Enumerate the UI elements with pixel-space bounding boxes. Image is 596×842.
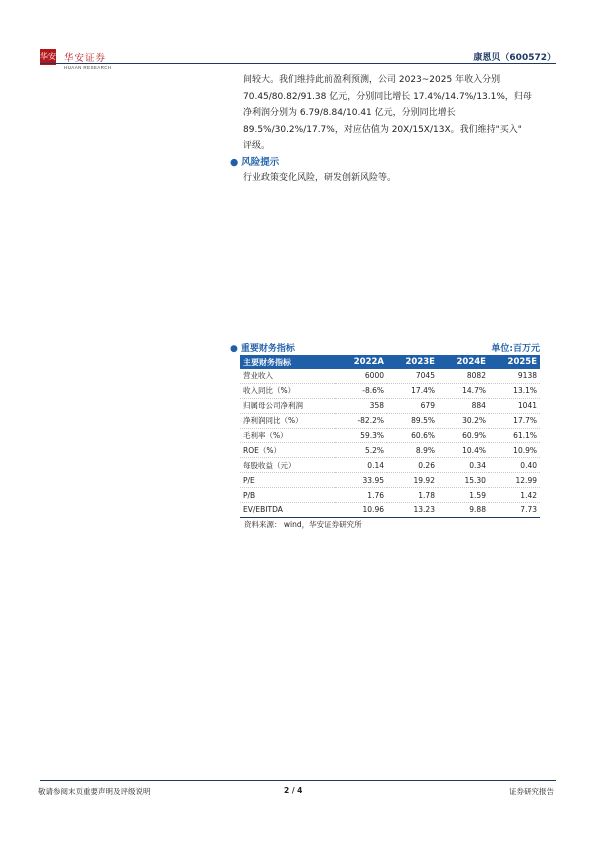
table-cell: 10.9%: [489, 443, 540, 458]
table-cell: 1.78: [387, 488, 438, 503]
header-cell: 2022A: [335, 355, 387, 369]
table-cell: 6000: [335, 369, 387, 383]
table-cell: P/E: [240, 473, 335, 488]
table-row: [240, 503, 540, 518]
table-header-row: [240, 355, 540, 369]
table-cell: 每股收益（元）: [240, 458, 335, 473]
paragraph-line: 净利润分别为 6.79/8.84/10.41 亿元，分别同比增长: [243, 108, 456, 118]
table-row: [240, 488, 540, 503]
table-cell: 60.6%: [387, 428, 438, 443]
table-cell: 8.9%: [387, 443, 438, 458]
logo-english-name: HUAAN RESEARCH: [64, 65, 112, 70]
header-cell: 2024E: [438, 355, 489, 369]
paragraph-line: 89.5%/30.2%/17.7%，对应估值为 20X/15X/13X。我们维持"买入": [243, 124, 522, 135]
bullet-icon: ●: [230, 344, 238, 354]
table-cell: P/B: [240, 488, 335, 503]
table-cell: 0.26: [387, 458, 438, 473]
data-source-note: 资料来源： wind，华安证券研究所: [244, 520, 362, 529]
table-cell: 13.1%: [489, 383, 540, 398]
table-row: [240, 413, 540, 428]
table-cell: 59.3%: [335, 428, 387, 443]
table-cell: 679: [387, 398, 438, 413]
table-cell: 19.92: [387, 473, 438, 488]
table-cell: 9.88: [438, 503, 489, 518]
table-cell: 33.95: [335, 473, 387, 488]
table-row: [240, 473, 540, 488]
table-cell: EV/EBITDA: [240, 503, 335, 518]
header-cell: 2025E: [489, 355, 540, 369]
header-cell: 主要财务指标: [240, 355, 335, 369]
table-cell: 净利润同比（%）: [240, 413, 335, 428]
table-cell: 14.7%: [438, 383, 489, 398]
table-cell: 13.23: [387, 503, 438, 518]
table-cell: 营业收入: [240, 369, 335, 383]
table-cell: ROE（%）: [240, 443, 335, 458]
risk-section-title: [230, 154, 279, 168]
table-row: [240, 458, 540, 473]
valuation-paragraph: [243, 72, 563, 155]
table-cell: 30.2%: [438, 413, 489, 428]
table-cell: 1.59: [438, 488, 489, 503]
logo-chinese-name: 华安证券: [64, 53, 107, 64]
paragraph-line: 70.45/80.82/91.38 亿元，分别同比增长 17.4%/14.7%/13.1%，归母: [243, 91, 532, 102]
logo-mark: 华安: [40, 49, 56, 65]
table-cell: 收入同比（%）: [240, 383, 335, 398]
table-cell: 8082: [438, 369, 489, 383]
table-cell: 1.42: [489, 488, 540, 503]
footer-divider: [40, 780, 556, 781]
table-cell: 1.76: [335, 488, 387, 503]
header-divider: [40, 63, 556, 64]
table-row: [240, 428, 540, 443]
paragraph-line: 评级。: [243, 141, 271, 151]
paragraph-line: 间较大。我们维持此前盈利预测，公司 2023~2025 年收入分别: [243, 75, 501, 85]
disclaimer-note: 敬请参阅末页重要声明及评级说明: [38, 787, 151, 796]
table-cell: 10.4%: [438, 443, 489, 458]
financial-indicators-table: [240, 355, 540, 518]
risk-title-text: 风险提示: [241, 157, 280, 168]
table-cell: 1041: [489, 398, 540, 413]
table-cell: 7045: [387, 369, 438, 383]
table-cell: 60.9%: [438, 428, 489, 443]
table-cell: 7.73: [489, 503, 540, 518]
risk-text: 行业政策变化风险，研发创新风险等。: [243, 173, 397, 183]
table-row: [240, 383, 540, 398]
table-row: [240, 398, 540, 413]
table-cell: 17.4%: [387, 383, 438, 398]
header-cell: 2023E: [387, 355, 438, 369]
table-row: [240, 369, 540, 383]
stock-name-code: 康恩贝（600572）: [473, 53, 556, 63]
table-cell: 10.96: [335, 503, 387, 518]
table-row: [240, 443, 540, 458]
table-title: [230, 341, 295, 354]
table-cell: 毛利率（%）: [240, 428, 335, 443]
table-cell: 61.1%: [489, 428, 540, 443]
table-cell: 0.34: [438, 458, 489, 473]
table-cell: 0.40: [489, 458, 540, 473]
table-cell: 0.14: [335, 458, 387, 473]
table-cell: 9138: [489, 369, 540, 383]
table-cell: 89.5%: [387, 413, 438, 428]
report-type: 证券研究报告: [509, 787, 554, 796]
table-title-text: 重要财务指标: [240, 344, 295, 354]
table-cell: -8.6%: [335, 383, 387, 398]
table-cell: 归属母公司净利润: [240, 398, 335, 413]
table-cell: 15.30: [438, 473, 489, 488]
table-unit: 单位:百万元: [491, 344, 540, 354]
table-cell: 12.99: [489, 473, 540, 488]
table-cell: 5.2%: [335, 443, 387, 458]
table-cell: 17.7%: [489, 413, 540, 428]
company-logo: [40, 49, 120, 75]
table-cell: -82.2%: [335, 413, 387, 428]
bullet-icon: ●: [230, 157, 239, 168]
page-number: 2 / 4: [284, 786, 303, 795]
table-cell: 358: [335, 398, 387, 413]
table-cell: 884: [438, 398, 489, 413]
